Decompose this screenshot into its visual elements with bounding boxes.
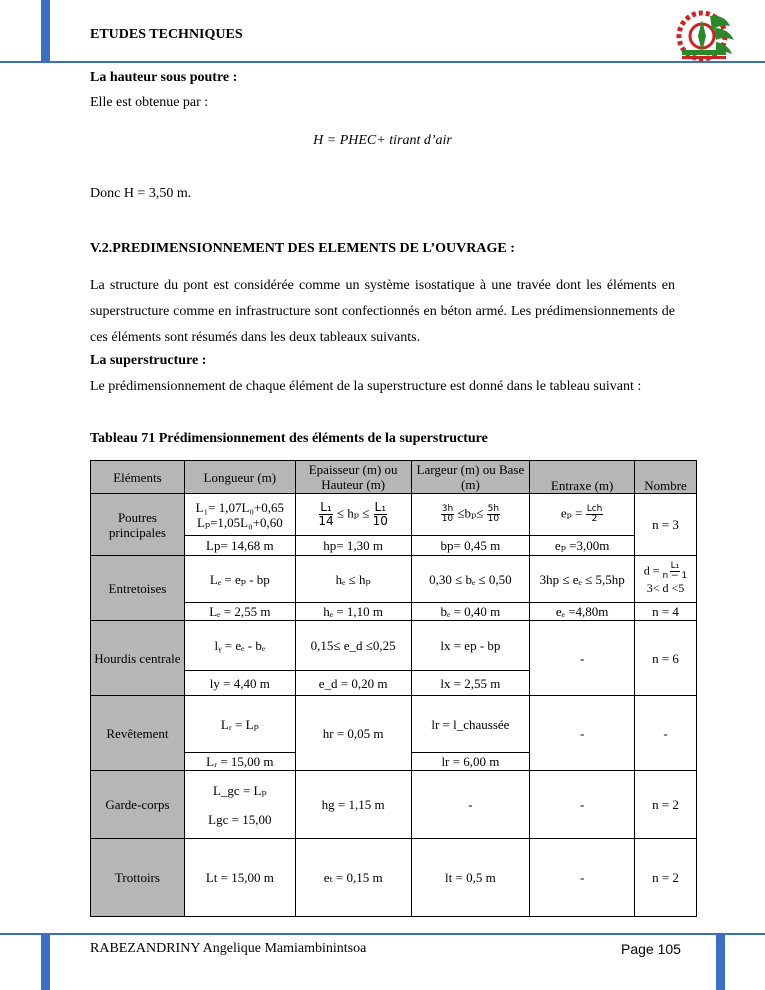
cell-hourdis-longueur-val: ly = 4,40 m xyxy=(184,671,295,696)
cell-entretoises-entraxe-val: eₑ =4,80m xyxy=(530,603,635,621)
cell-entretoises-base: 0,30 ≤ bₑ ≤ 0,50 xyxy=(411,556,530,603)
header-elements: Eléments xyxy=(91,461,185,494)
cell-revetement-longueur: Lᵣ = Lₚ xyxy=(184,696,295,753)
header-longueur: Longueur (m) xyxy=(184,461,295,494)
cell-entretoises-longueur-val: Lₑ = 2,55 m xyxy=(184,603,295,621)
footer-author: RABEZANDRINY Angelique Mamiambinintsoa xyxy=(90,941,367,956)
cell-garde-nombre: n = 2 xyxy=(635,771,697,839)
table-row xyxy=(91,621,697,671)
cell-trottoirs-base: lt = 0,5 m xyxy=(411,839,530,917)
cell-poutres-base: $\frac{3h}{10}$ ≤bₚ≤ $\frac{5h}{10}$ xyxy=(411,494,530,536)
cell-trottoirs-label: Trottoirs xyxy=(91,839,185,917)
cell-hourdis-nombre: n = 6 xyxy=(635,621,697,696)
cell-poutres-longueur-val: Lp= 14,68 m xyxy=(184,536,295,556)
header-title: ETUDES TECHNIQUES xyxy=(90,27,243,42)
cell-entretoises-label: Entretoises xyxy=(91,556,185,621)
table-row xyxy=(91,696,697,753)
cell-poutres-entraxe-val: eₚ =3,00m xyxy=(530,536,635,556)
text-tableau-intro: Le prédimensionnement de chaque élément de la superstructure est donné dans le tableau suivant : xyxy=(90,379,642,394)
cell-trottoirs-entraxe: - xyxy=(530,839,635,917)
cell-entretoises-nombre-val: n = 4 xyxy=(635,603,697,621)
cell-revetement-longueur-val: Lᵣ = 15,00 m xyxy=(184,753,295,771)
cell-hourdis-entraxe: - xyxy=(530,621,635,696)
cell-trottoirs-longueur: Lt = 15,00 m xyxy=(184,839,295,917)
footer-left-bar xyxy=(41,935,50,990)
text-obtenue: Elle est obtenue par : xyxy=(90,95,209,110)
cell-hourdis-hauteur-val: e_d = 0,20 m xyxy=(295,671,411,696)
cell-trottoirs-nombre: n = 2 xyxy=(635,839,697,917)
table-row xyxy=(91,771,697,839)
cell-trottoirs-hauteur: eₜ = 0,15 m xyxy=(295,839,411,917)
table-header-row xyxy=(91,461,697,494)
cell-hourdis-base-val: lx = 2,55 m xyxy=(411,671,530,696)
cell-revetement-label: Revêtement xyxy=(91,696,185,771)
cell-entretoises-base-val: bₑ = 0,40 m xyxy=(411,603,530,621)
cell-poutres-base-val: bp= 0,45 m xyxy=(411,536,530,556)
header-nombre: Nombre xyxy=(635,461,697,494)
header-epaisseur: Epaisseur (m) ou Hauteur (m) xyxy=(295,461,411,494)
cell-poutres-longueur: L₁= 1,07L₀+0,65 Lₚ=1,05L₀+0,60 xyxy=(184,494,295,536)
cell-entretoises-hauteur: hₑ ≤ hₚ xyxy=(295,556,411,603)
header-entraxe: Entraxe (m) xyxy=(530,461,635,494)
footer-right-bar xyxy=(716,935,725,990)
cell-entretoises-longueur: Lₑ = eₚ - bp xyxy=(184,556,295,603)
text-donc: Donc H = 3,50 m. xyxy=(90,186,192,201)
cell-revetement-entraxe: - xyxy=(530,696,635,771)
cell-revetement-nombre: - xyxy=(635,696,697,771)
cell-garde-entraxe: - xyxy=(530,771,635,839)
footer-page-number: Page 105 xyxy=(621,941,681,957)
cell-garde-base: - xyxy=(411,771,530,839)
cell-poutres-hauteur: $\frac{\text{L₁}}{14}$ ≤ hₚ ≤ $\frac{\text{L₁}}{10}$ xyxy=(295,494,411,536)
formula-h: H = PHEC+ tirant d’air xyxy=(313,133,452,148)
cell-poutres-nombre: n = 3 xyxy=(635,494,697,556)
cell-poutres-entraxe: eₚ = $\frac{\text{Lch}}{2}$ xyxy=(530,494,635,536)
header-left-bar xyxy=(41,0,50,62)
cell-garde-longueur: L_gc = Lₚ Lgc = 15,00 xyxy=(184,771,295,839)
cell-poutres-label: Poutres principales xyxy=(91,494,185,556)
table-row xyxy=(91,839,697,917)
cell-hourdis-base: lx = ep - bp xyxy=(411,621,530,671)
cell-hourdis-label: Hourdis centrale xyxy=(91,621,185,696)
table-row xyxy=(91,556,697,603)
header-rule xyxy=(0,61,765,63)
cell-garde-hauteur: hg = 1,15 m xyxy=(295,771,411,839)
cell-entretoises-hauteur-val: hₑ = 1,10 m xyxy=(295,603,411,621)
superstructure-table xyxy=(90,460,697,917)
footer-rule xyxy=(0,933,765,935)
cell-entretoises-nombre: d = $\frac{\text{L₁}}{n - 1}$ 3< d <5 xyxy=(635,556,697,603)
cell-revetement-base-val: lr = 6,00 m xyxy=(411,753,530,771)
cell-hourdis-longueur: lᵧ = eₑ - bₑ xyxy=(184,621,295,671)
cell-hourdis-hauteur: 0,15≤ e_d ≤0,25 xyxy=(295,621,411,671)
table-row xyxy=(91,494,697,536)
university-logo xyxy=(672,6,742,62)
cell-entretoises-entraxe: 3hp ≤ eₑ ≤ 5,5hp xyxy=(530,556,635,603)
paragraph-structure: La structure du pont est considérée comme un système isostatique à une travée dont les éléments en superstructure comme en infrastructure sont confectionnés en béton armé. Les prédimensionnements de ces éléments sont résumés dans les deux tableaux suivants. xyxy=(90,278,675,345)
cell-garde-label: Garde-corps xyxy=(91,771,185,839)
cell-revetement-hauteur: hr = 0,05 m xyxy=(295,696,411,771)
heading-superstructure: La superstructure : xyxy=(90,353,207,368)
cell-poutres-hauteur-val: hp= 1,30 m xyxy=(295,536,411,556)
table-caption: Tableau 71 Prédimensionnement des éléments de la superstructure xyxy=(90,431,488,446)
heading-hauteur: La hauteur sous poutre : xyxy=(90,70,238,85)
header-largeur: Largeur (m) ou Base (m) xyxy=(411,461,530,494)
section-title: V.2.PREDIMENSIONNEMENT DES ELEMENTS DE L’OUVRAGE : xyxy=(90,241,515,256)
cell-revetement-base: lr = l_chaussée xyxy=(411,696,530,753)
